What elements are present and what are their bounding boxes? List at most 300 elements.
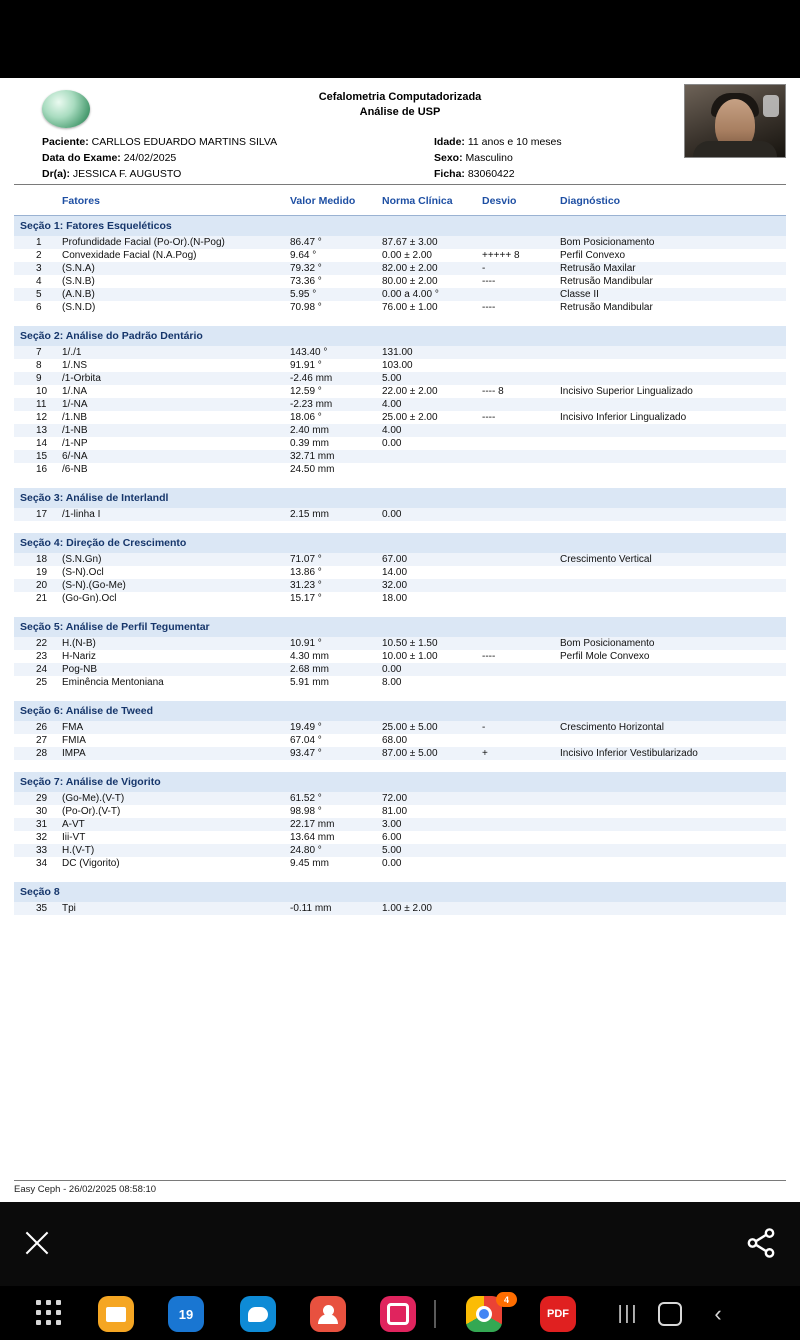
table-section-title: Seção 8 (14, 882, 786, 902)
row-valor-medido: 9.64 ° (290, 250, 317, 261)
row-diagnostico (560, 805, 786, 818)
col-diagnostico: Diagnóstico (560, 195, 621, 207)
table-row (14, 288, 786, 301)
row-desvio (482, 676, 560, 689)
row-valor-medido: 2.15 mm (290, 508, 382, 521)
row-desvio (482, 437, 560, 450)
row-diagnostico: Incisivo Inferior Lingualizado (560, 412, 687, 423)
table-section-header (14, 772, 786, 792)
row-fator: H-Nariz (62, 651, 96, 662)
row-diagnostico (560, 450, 786, 463)
row-index: 30 (36, 806, 48, 817)
row-diagnostico (560, 398, 786, 411)
row-fator: DC (Vigorito) (62, 858, 120, 869)
contacts-app-icon[interactable] (310, 1296, 346, 1332)
row-valor-medido: 0.39 mm (290, 438, 329, 449)
row-index: 7 (14, 346, 62, 359)
col-index (14, 189, 62, 216)
row-fator: /1-NP (62, 438, 88, 449)
row-fator: /1-NB (62, 424, 290, 437)
row-norma-clinica: 0.00 (382, 508, 482, 521)
row-diagnostico (560, 592, 786, 605)
row-valor-medido: 24.80 ° (290, 844, 382, 857)
row-norma-clinica: 131.00 (382, 346, 482, 359)
row-desvio (482, 508, 560, 521)
doctor-label: Dr(a): (42, 168, 70, 180)
table-section-title: Seção 5: Análise de Perfil Tegumentar (14, 617, 786, 637)
row-valor-medido: 13.64 mm (290, 832, 335, 843)
patient-label: Paciente: (42, 136, 89, 148)
row-valor-medido: 10.91 ° (290, 637, 382, 650)
row-fator: (Po-Or).(V-T) (62, 806, 121, 817)
row-norma-clinica: 0.00 (382, 663, 482, 676)
chrome-notification-badge: 4 (496, 1292, 517, 1307)
row-fator: /1-linha I (62, 508, 290, 521)
row-valor-medido: 5.91 mm (290, 677, 329, 688)
row-index: 5 (14, 288, 62, 301)
row-valor-medido: 70.98 ° (290, 302, 322, 313)
patient-photo (684, 84, 786, 158)
row-desvio (482, 424, 560, 437)
recent-apps-button[interactable]: ||| (617, 1303, 639, 1324)
row-valor-medido: 67.04 ° (290, 735, 322, 746)
row-fator: (A.N.B) (62, 288, 290, 301)
table-row (14, 676, 786, 689)
row-index: 15 (14, 450, 62, 463)
app-drawer-icon[interactable] (36, 1300, 64, 1328)
document-title-line1: Cefalometria Computadorizada (318, 91, 482, 103)
row-norma-clinica (382, 463, 482, 476)
row-valor-medido: 32.71 mm (290, 450, 382, 463)
row-index: 11 (14, 398, 62, 411)
row-valor-medido: 13.86 ° (290, 567, 322, 578)
chart-value: 83060422 (467, 168, 515, 180)
table-row (14, 437, 786, 450)
row-diagnostico: Crescimento Horizontal (560, 721, 786, 734)
row-valor-medido: -0.11 mm (290, 902, 382, 915)
close-icon[interactable] (20, 1226, 54, 1260)
calendar-app-icon[interactable] (168, 1296, 204, 1332)
table-row (14, 805, 786, 818)
table-row (14, 857, 786, 870)
row-index: 34 (36, 858, 48, 869)
row-desvio (482, 359, 560, 372)
row-norma-clinica: 67.00 (382, 553, 482, 566)
row-fator: Tpi (62, 902, 290, 915)
table-row (14, 262, 786, 275)
row-fator: (S.N.D) (62, 302, 96, 313)
row-desvio: - (482, 262, 560, 275)
dock-divider (434, 1300, 436, 1328)
row-diagnostico: Perfil Convexo (560, 250, 626, 261)
table-row (14, 663, 786, 676)
row-index: 20 (14, 579, 62, 592)
row-valor-medido: 2.68 mm (290, 663, 382, 676)
row-index: 12 (36, 412, 48, 423)
row-norma-clinica: 18.00 (382, 593, 408, 604)
age-label: Idade: (434, 136, 465, 148)
row-index: 4 (36, 276, 42, 287)
table-row (14, 398, 786, 411)
table-row (14, 792, 786, 805)
row-diagnostico (560, 818, 786, 831)
row-fator: FMIA (62, 735, 86, 746)
table-spacer-row (14, 689, 786, 701)
row-desvio (482, 637, 560, 650)
row-fator: /6-NB (62, 464, 88, 475)
table-section-header (14, 488, 786, 508)
row-valor-medido: 12.59 ° (290, 386, 322, 397)
row-valor-medido: 71.07 ° (290, 553, 382, 566)
table-row (14, 346, 786, 359)
sex-label: Sexo: (434, 152, 463, 164)
row-norma-clinica: 0.00 a 4.00 ° (382, 288, 482, 301)
exam-info (434, 134, 562, 182)
table-header-row (14, 189, 786, 216)
row-fator: 1/-NA (62, 398, 290, 411)
row-norma-clinica: 0.00 (382, 858, 402, 869)
cephalometry-table (14, 189, 786, 915)
document-header (14, 78, 786, 185)
home-button[interactable] (652, 1296, 688, 1332)
row-diagnostico (560, 437, 786, 450)
table-row (14, 411, 786, 424)
table-row (14, 747, 786, 760)
row-valor-medido: 93.47 ° (290, 747, 382, 760)
row-valor-medido: 4.30 mm (290, 651, 329, 662)
row-index: 25 (36, 677, 48, 688)
row-desvio (482, 346, 560, 359)
table-spacer-row (14, 605, 786, 617)
row-desvio (482, 792, 560, 805)
row-desvio: ---- (482, 412, 496, 423)
row-diagnostico (560, 734, 786, 747)
row-index: 33 (14, 844, 62, 857)
row-valor-medido: 73.36 ° (290, 276, 322, 287)
back-button[interactable]: ‹ (714, 1301, 722, 1326)
row-fator: Profundidade Facial (Po-Or).(N-Pog) (62, 236, 290, 249)
row-valor-medido: 9.45 mm (290, 858, 329, 869)
row-index: 3 (14, 262, 62, 275)
row-fator: (Go-Gn).Ocl (62, 593, 117, 604)
row-fator: Iii-VT (62, 832, 86, 843)
row-desvio: - (482, 721, 560, 734)
table-body (14, 216, 786, 916)
pdf-app-label: PDF (547, 1308, 569, 1320)
row-valor-medido: 2.40 mm (290, 424, 382, 437)
row-diagnostico: Crescimento Vertical (560, 553, 786, 566)
row-norma-clinica: 10.00 ± 1.00 (382, 651, 438, 662)
row-fator: (S.N.B) (62, 276, 95, 287)
photo-device (763, 95, 779, 117)
photo-shoulder (693, 141, 777, 157)
age-value: 11 anos e 10 meses (467, 136, 562, 148)
row-norma-clinica (382, 450, 482, 463)
table-spacer-row (14, 314, 786, 326)
row-index: 14 (36, 438, 48, 449)
table-section-title: Seção 3: Análise de Interlandl (14, 488, 786, 508)
row-diagnostico (560, 508, 786, 521)
row-index: 8 (36, 360, 42, 371)
row-fator: IMPA (62, 747, 290, 760)
row-norma-clinica: 5.00 (382, 844, 482, 857)
row-valor-medido: 19.49 ° (290, 721, 382, 734)
row-norma-clinica: 5.00 (382, 372, 482, 385)
row-fator: FMA (62, 721, 290, 734)
table-section-title: Seção 1: Fatores Esqueléticos (14, 216, 786, 237)
table-row (14, 844, 786, 857)
files-app-icon[interactable] (98, 1296, 134, 1332)
row-diagnostico: Bom Posicionamento (560, 637, 786, 650)
row-index: 22 (14, 637, 62, 650)
row-norma-clinica: 103.00 (382, 360, 413, 371)
row-index: 16 (36, 464, 48, 475)
sex-value: Masculino (465, 152, 513, 164)
row-valor-medido: 5.95 ° (290, 288, 382, 301)
row-desvio: ---- 8 (482, 386, 504, 397)
row-index: 18 (14, 553, 62, 566)
row-desvio (482, 566, 560, 579)
table-row (14, 301, 786, 314)
navigation-dock (0, 1286, 800, 1340)
table-row (14, 249, 786, 262)
row-diagnostico: Retrusão Mandibular (560, 276, 653, 287)
patient-name: CARLLOS EDUARDO MARTINS SILVA (91, 136, 278, 148)
row-norma-clinica: 25.00 ± 5.00 (382, 721, 482, 734)
row-diagnostico (560, 372, 786, 385)
row-index: 32 (36, 832, 48, 843)
table-row (14, 831, 786, 844)
table-section-title: Seção 7: Análise de Vigorito (14, 772, 786, 792)
row-fator: Pog-NB (62, 663, 290, 676)
row-norma-clinica: 4.00 (382, 424, 482, 437)
row-fator: 6/-NA (62, 450, 290, 463)
table-section-header (14, 216, 786, 237)
row-index: 29 (14, 792, 62, 805)
camera-app-icon[interactable] (380, 1296, 416, 1332)
row-norma-clinica: 0.00 ± 2.00 (382, 250, 432, 261)
row-desvio (482, 579, 560, 592)
row-norma-clinica: 8.00 (382, 677, 402, 688)
row-fator: /1.NB (62, 412, 88, 423)
row-fator: (S-N).Ocl (62, 567, 104, 578)
share-icon[interactable] (744, 1226, 778, 1260)
table-row (14, 508, 786, 521)
row-index: 28 (14, 747, 62, 760)
row-desvio (482, 831, 560, 844)
row-valor-medido: -2.46 mm (290, 372, 382, 385)
table-row (14, 650, 786, 663)
row-index: 9 (14, 372, 62, 385)
row-index: 24 (14, 663, 62, 676)
row-diagnostico (560, 676, 786, 689)
row-desvio: ---- (482, 276, 496, 287)
row-valor-medido: 79.32 ° (290, 262, 382, 275)
row-valor-medido: 143.40 ° (290, 346, 382, 359)
table-row (14, 579, 786, 592)
row-norma-clinica: 68.00 (382, 735, 408, 746)
row-fator: (S-N).(Go-Me) (62, 579, 290, 592)
table-row (14, 385, 786, 398)
table-row (14, 359, 786, 372)
row-valor-medido: 91.91 ° (290, 360, 322, 371)
patient-info (42, 134, 277, 182)
row-valor-medido: -2.23 mm (290, 398, 382, 411)
row-norma-clinica: 14.00 (382, 567, 408, 578)
row-index: 2 (36, 250, 42, 261)
row-norma-clinica: 76.00 ± 1.00 (382, 302, 438, 313)
row-diagnostico (560, 359, 786, 372)
table-row (14, 818, 786, 831)
row-norma-clinica: 4.00 (382, 398, 482, 411)
row-index: 17 (14, 508, 62, 521)
row-desvio: ---- (482, 302, 496, 313)
table-section-title: Seção 6: Análise de Tweed (14, 701, 786, 721)
row-valor-medido: 98.98 ° (290, 806, 322, 817)
table-row (14, 902, 786, 915)
pdf-app-icon[interactable] (540, 1296, 576, 1332)
row-diagnostico (560, 831, 786, 844)
table-row (14, 463, 786, 476)
row-diagnostico (560, 566, 786, 579)
row-index: 23 (36, 651, 48, 662)
row-norma-clinica: 3.00 (382, 818, 482, 831)
row-index: 21 (36, 593, 48, 604)
row-index: 1 (14, 236, 62, 249)
row-fator: (Go-Me).(V-T) (62, 792, 290, 805)
row-norma-clinica: 22.00 ± 2.00 (382, 386, 438, 397)
row-diagnostico: Incisivo Inferior Vestibularizado (560, 747, 786, 760)
table-spacer-row (14, 476, 786, 488)
table-section-header (14, 701, 786, 721)
row-norma-clinica: 81.00 (382, 806, 408, 817)
row-fator: Eminência Mentoniana (62, 677, 164, 688)
table-section-header (14, 533, 786, 553)
row-valor-medido: 15.17 ° (290, 593, 322, 604)
row-diagnostico (560, 902, 786, 915)
chart-label: Ficha: (434, 168, 465, 180)
row-desvio (482, 592, 560, 605)
row-desvio (482, 450, 560, 463)
row-diagnostico (560, 579, 786, 592)
row-norma-clinica: 25.00 ± 2.00 (382, 412, 438, 423)
table-section-title: Seção 4: Direção de Crescimento (14, 533, 786, 553)
table-row (14, 721, 786, 734)
row-diagnostico: Perfil Mole Convexo (560, 651, 650, 662)
messages-app-icon[interactable] (240, 1296, 276, 1332)
row-fator: (S.N.Gn) (62, 553, 290, 566)
row-desvio (482, 398, 560, 411)
document-sheet[interactable] (0, 78, 800, 1202)
row-norma-clinica: 82.00 ± 2.00 (382, 262, 482, 275)
row-norma-clinica: 10.50 ± 1.50 (382, 637, 482, 650)
table-row (14, 566, 786, 579)
col-fatores: Fatores (62, 195, 100, 207)
table-row (14, 553, 786, 566)
row-desvio: ---- (482, 651, 496, 662)
col-valor-medido: Valor Medido (290, 195, 356, 207)
row-fator: 1/.NS (62, 360, 88, 371)
row-index: 13 (14, 424, 62, 437)
table-section-header (14, 326, 786, 346)
row-index: 19 (36, 567, 48, 578)
row-diagnostico (560, 463, 786, 476)
table-spacer-row (14, 521, 786, 533)
exam-date-value: 24/02/2025 (123, 152, 177, 164)
row-desvio: + (482, 747, 560, 760)
table-spacer-row (14, 870, 786, 882)
row-index: 6 (36, 302, 42, 313)
row-valor-medido: 22.17 mm (290, 818, 382, 831)
row-diagnostico: Bom Posicionamento (560, 236, 786, 249)
table-section-header (14, 617, 786, 637)
row-desvio (482, 236, 560, 249)
document-title (14, 90, 786, 120)
row-norma-clinica: 32.00 (382, 579, 482, 592)
row-diagnostico (560, 792, 786, 805)
col-norma-clinica: Norma Clínica (382, 195, 453, 207)
table-row (14, 450, 786, 463)
row-desvio (482, 734, 560, 747)
table-row (14, 592, 786, 605)
row-desvio (482, 663, 560, 676)
row-desvio (482, 818, 560, 831)
row-diagnostico (560, 844, 786, 857)
table-section-title: Seção 2: Análise do Padrão Dentário (14, 326, 786, 346)
doctor-name: JESSICA F. AUGUSTO (72, 168, 182, 180)
row-desvio (482, 844, 560, 857)
row-diagnostico (560, 424, 786, 437)
row-index: 35 (14, 902, 62, 915)
exam-date-label: Data do Exame: (42, 152, 121, 164)
row-norma-clinica: 6.00 (382, 832, 402, 843)
row-desvio (482, 463, 560, 476)
row-valor-medido: 31.23 ° (290, 579, 382, 592)
document-title-line2: Análise de USP (359, 106, 441, 118)
row-diagnostico (560, 857, 786, 870)
row-fator: 1/./1 (62, 346, 290, 359)
row-desvio (482, 288, 560, 301)
table-spacer-row (14, 760, 786, 772)
row-desvio (482, 553, 560, 566)
table-row (14, 424, 786, 437)
row-fator: 1/.NA (62, 386, 88, 397)
row-valor-medido: 86.47 ° (290, 236, 382, 249)
row-desvio (482, 902, 560, 915)
calendar-day-label: 19 (178, 1306, 194, 1322)
row-index: 26 (14, 721, 62, 734)
row-fator: (S.N.A) (62, 262, 290, 275)
row-fator: H.(V-T) (62, 844, 290, 857)
row-valor-medido: 18.06 ° (290, 412, 322, 423)
row-diagnostico (560, 663, 786, 676)
row-diagnostico: Classe II (560, 288, 786, 301)
document-footer: Easy Ceph - 26/02/2025 08:58:10 (14, 1180, 786, 1202)
row-desvio (482, 805, 560, 818)
row-norma-clinica: 72.00 (382, 792, 482, 805)
row-valor-medido: 24.50 mm (290, 464, 335, 475)
row-fator: Convexidade Facial (N.A.Pog) (62, 250, 197, 261)
table-row (14, 637, 786, 650)
row-fator: /1-Orbita (62, 372, 290, 385)
row-desvio (482, 857, 560, 870)
row-diagnostico (560, 346, 786, 359)
row-norma-clinica: 87.67 ± 3.00 (382, 236, 482, 249)
row-norma-clinica: 87.00 ± 5.00 (382, 747, 482, 760)
table-row (14, 236, 786, 249)
table-section-header (14, 882, 786, 902)
row-desvio: +++++ 8 (482, 250, 520, 261)
